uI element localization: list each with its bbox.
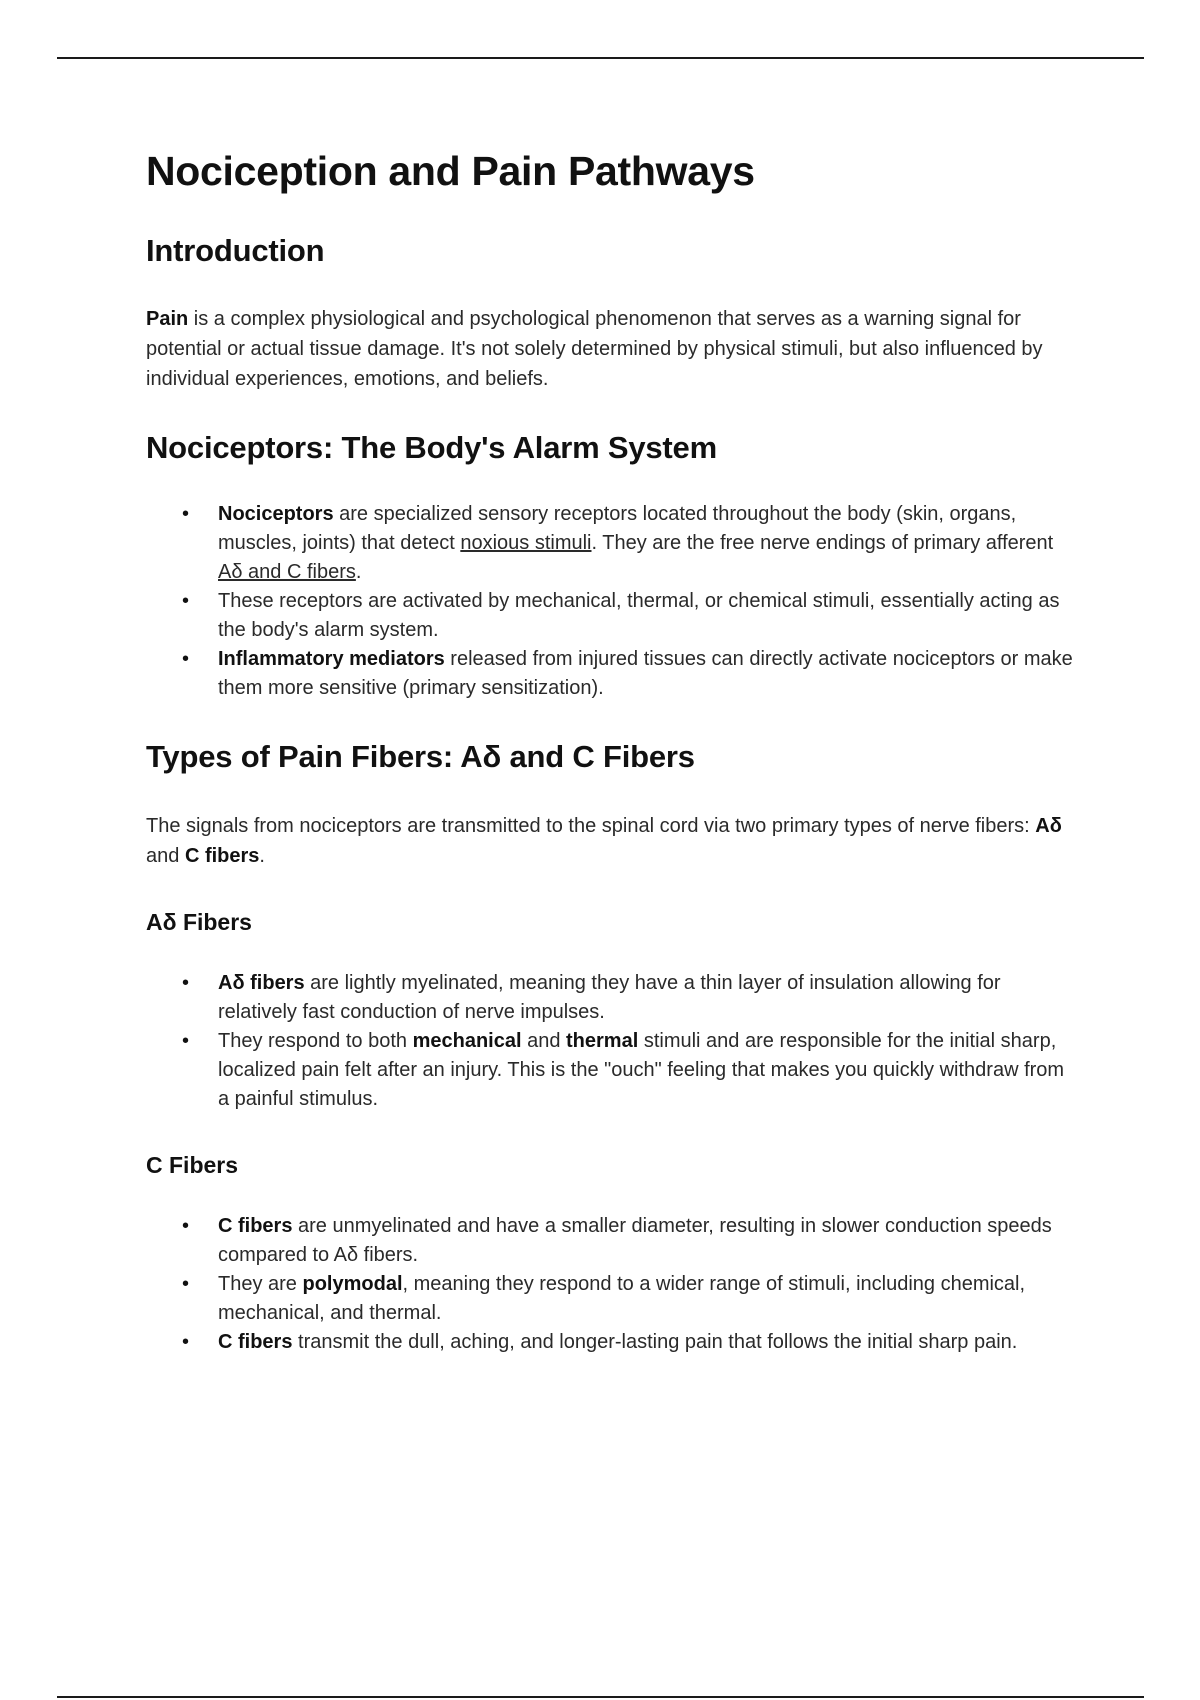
list-item-text: . They are the free nerve endings of primary afferent bbox=[591, 532, 1054, 554]
intro-heading: Introduction bbox=[146, 233, 325, 268]
adelta-list bbox=[146, 969, 1076, 1114]
fibers-link[interactable]: Aδ and C fibers bbox=[218, 561, 356, 583]
list-item-text: transmit the dull, aching, and longer-lasting pain that follows the initial sharp pain. bbox=[292, 1331, 1018, 1353]
c-fibers-term: C fibers bbox=[218, 1215, 293, 1237]
adelta-heading: Aδ Fibers bbox=[146, 909, 252, 935]
list-item-text: are specialized sensory receptors located throughout the body (skin, organs, muscles, joints) that detect bbox=[218, 503, 1017, 554]
c-fibers-heading: C Fibers bbox=[146, 1152, 239, 1178]
noxious-stimuli-link[interactable]: noxious stimuli bbox=[460, 532, 592, 554]
inflammatory-mediators-term: Inflammatory mediators bbox=[218, 648, 445, 670]
list-item-text: . bbox=[355, 561, 362, 583]
list-item bbox=[146, 1328, 1076, 1357]
list-item bbox=[146, 645, 1076, 703]
mechanical-term: mechanical bbox=[412, 1030, 522, 1052]
bottom-rule bbox=[57, 1696, 1144, 1698]
top-rule bbox=[57, 57, 1144, 59]
paragraph-text: The signals from nociceptors are transmitted to the spinal cord via two primary types of nerve fibers: bbox=[146, 815, 1036, 837]
list-item bbox=[146, 1027, 1076, 1114]
list-item-text: stimuli and are responsible for the initial sharp, localized pain felt after an injury. This is the "ouch" feeling that makes you quickly withdraw from a painful stimulus. bbox=[218, 1030, 1065, 1110]
paragraph-text: and bbox=[146, 845, 185, 867]
intro-paragraph bbox=[146, 304, 1076, 394]
adelta-fibers-term: Aδ fibers bbox=[218, 972, 305, 994]
list-item-text: and bbox=[521, 1030, 567, 1052]
list-item bbox=[146, 500, 1076, 587]
nociceptors-term: Nociceptors bbox=[218, 503, 334, 525]
adelta-term: Aδ bbox=[1035, 815, 1062, 837]
intro-term: Pain bbox=[146, 308, 189, 330]
document-title: Nociception and Pain Pathways bbox=[146, 148, 755, 194]
list-item bbox=[146, 587, 1076, 645]
nociceptors-heading: Nociceptors: The Body's Alarm System bbox=[146, 430, 717, 465]
list-item-text: , meaning they respond to a wider range of stimuli, including chemical, mechanical, and thermal. bbox=[218, 1273, 1026, 1324]
document-body bbox=[146, 130, 1076, 1357]
list-item-text: They respond to both bbox=[218, 1030, 413, 1052]
c-fibers-term: C fibers bbox=[184, 845, 260, 867]
c-fibers-term: C fibers bbox=[218, 1331, 293, 1353]
list-item bbox=[146, 969, 1076, 1027]
polymodal-term: polymodal bbox=[302, 1273, 403, 1295]
list-item bbox=[146, 1270, 1076, 1328]
fiber-types-paragraph bbox=[146, 811, 1076, 871]
thermal-term: thermal bbox=[566, 1030, 639, 1052]
intro-text: is a complex physiological and psychological phenomenon that serves as a warning signal for potential or actual tissue damage. It's not solely determined by physical stimuli, but also influenced by individual experiences, emotions, and beliefs. bbox=[146, 308, 1043, 390]
paragraph-text: . bbox=[259, 845, 265, 867]
list-item bbox=[146, 1212, 1076, 1270]
list-item-text: are unmyelinated and have a smaller diameter, resulting in slower conduction speeds compared to Aδ fibers. bbox=[218, 1215, 1052, 1266]
fiber-types-heading: Types of Pain Fibers: Aδ and C Fibers bbox=[146, 739, 695, 774]
list-item-text: These receptors are activated by mechanical, thermal, or chemical stimuli, essentially acting as the body's alarm system. bbox=[218, 590, 1060, 641]
c-fibers-list bbox=[146, 1212, 1076, 1357]
list-item-text: They are bbox=[218, 1273, 303, 1295]
list-item-text: are lightly myelinated, meaning they have a thin layer of insulation allowing for relatively fast conduction of nerve impulses. bbox=[218, 972, 1001, 1023]
list-item-text: released from injured tissues can directly activate nociceptors or make them more sensitive (primary sensitization). bbox=[218, 648, 1073, 699]
nociceptors-list bbox=[146, 500, 1076, 703]
